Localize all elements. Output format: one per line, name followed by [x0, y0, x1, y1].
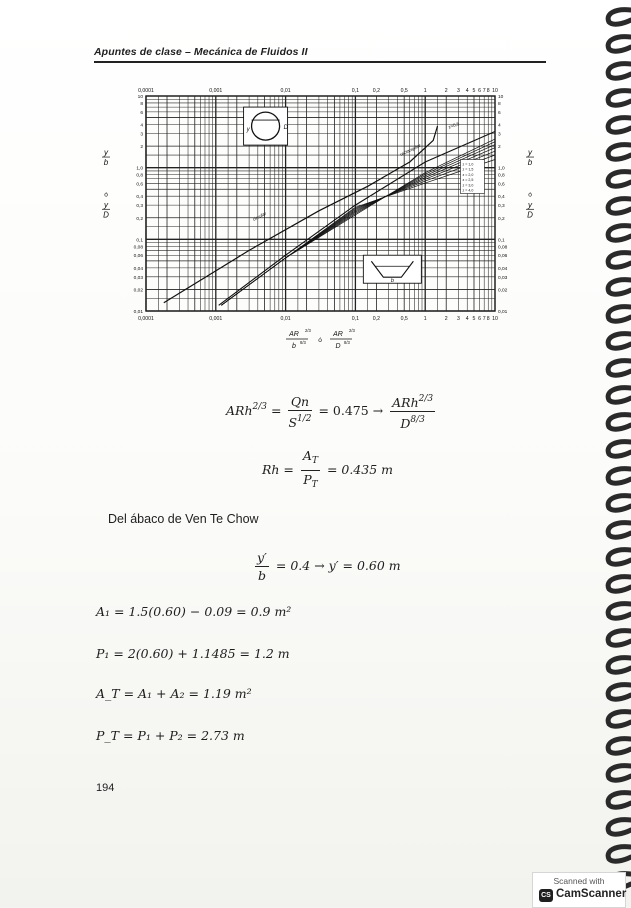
- binding-ring: [608, 442, 631, 457]
- spiral-binding: [595, 0, 631, 907]
- binding-ring: [608, 847, 631, 862]
- binding-ring: [608, 604, 631, 619]
- left-tick-label: 0,6: [136, 182, 143, 188]
- top-tick-label: 0,1: [351, 88, 360, 94]
- bottom-tick-label: 0,0001: [138, 316, 154, 322]
- right-tick-label: 0,1: [498, 238, 505, 244]
- badge-brand-text: CamScanner: [556, 888, 627, 900]
- x-label-num-sup: 2/3: [305, 328, 311, 333]
- binding-ring: [608, 226, 631, 241]
- x-label-den: D: [335, 343, 341, 350]
- bottom-tick-label: 0,01: [280, 316, 291, 322]
- top-tick-label: 1: [423, 88, 427, 94]
- badge-scanned-text: Scanned with: [553, 876, 605, 886]
- axis-label-y: y: [528, 148, 532, 158]
- inset-circular: [244, 107, 288, 145]
- binding-ring: [608, 307, 631, 322]
- bottom-tick-label: 0,001: [209, 316, 223, 322]
- bottom-tick-label: 0,1: [351, 316, 360, 322]
- top-tick-label: 8: [486, 88, 490, 94]
- top-tick-label: 2: [444, 88, 448, 94]
- right-tick-label: 0,2: [498, 216, 505, 222]
- plot-frame: [146, 96, 495, 311]
- x-label-den-sup: 8/3: [344, 340, 350, 345]
- z-legend-label: z = 2,0: [462, 172, 474, 177]
- bottom-tick-label: 0,2: [372, 316, 381, 322]
- x-label-num: AR: [289, 331, 299, 338]
- binding-ring: [608, 712, 631, 727]
- binding-ring: [608, 37, 631, 52]
- top-tick-label: 0,01: [280, 88, 291, 94]
- binding-ring: [608, 361, 631, 376]
- left-tick-label: 6: [140, 110, 143, 116]
- bottom-tick-label: 1: [423, 316, 427, 322]
- binding-ring: [608, 172, 631, 187]
- top-tick-label: 10: [492, 88, 498, 94]
- equation-at: A_T = A₁ + A₂ = 1.19 m²: [96, 686, 252, 701]
- equation-yb: $\frac{y'}{b}$ = 0.4 → y′ = 0.60 m: [257, 550, 401, 583]
- left-tick-label: 0,3: [136, 204, 143, 210]
- binding-ring: [608, 118, 631, 133]
- left-tick-label: 10: [137, 95, 143, 100]
- binding-ring: [608, 388, 631, 403]
- bottom-tick-label: 3: [457, 316, 460, 322]
- equation-pt: P_T = P₁ + P₂ = 2.73 m: [96, 728, 245, 743]
- inset-label-b: b: [390, 278, 394, 285]
- left-tick-label: 8: [140, 101, 143, 107]
- binding-ring: [608, 145, 631, 160]
- label-rectangular: rectangular: [399, 142, 422, 158]
- left-tick-label: 4: [140, 123, 143, 129]
- binding-ring: [608, 766, 631, 781]
- camscanner-logo-icon: CS: [539, 889, 553, 902]
- x-label-den-sup: 8/3: [300, 340, 306, 345]
- right-tick-label: 0,4: [498, 195, 505, 201]
- bottom-tick-label: 7: [482, 316, 486, 322]
- right-tick-label: 10: [498, 95, 504, 100]
- top-tick-label: 0,001: [209, 88, 223, 94]
- binding-ring: [608, 280, 631, 295]
- left-tick-label: 2: [140, 145, 143, 151]
- binding-ring: [608, 64, 631, 79]
- binding-ring: [608, 739, 631, 754]
- right-tick-label: 0,06: [498, 254, 508, 260]
- axis-label-y2: y: [104, 200, 108, 210]
- right-tick-label: 0,01: [498, 310, 508, 315]
- right-tick-label: 4: [498, 123, 501, 129]
- right-axis-label: [526, 148, 534, 219]
- left-tick-label: 3: [140, 132, 143, 138]
- x-axis-label: [286, 328, 355, 350]
- axis-label-D: D: [103, 210, 109, 220]
- binding-ring: [608, 199, 631, 214]
- binding-ring: [608, 496, 631, 511]
- top-tick-label: 0,5: [400, 88, 408, 94]
- right-tick-label: 1,0: [498, 166, 505, 172]
- z-legend-label: z = 4,0: [462, 188, 474, 193]
- binding-ring: [608, 820, 631, 835]
- top-tick-label: 6: [478, 88, 481, 94]
- bottom-tick-label: 6: [478, 316, 481, 322]
- top-tick-label: 7: [482, 88, 486, 94]
- chow-text: Del ábaco de Ven Te Chow: [108, 512, 259, 526]
- axis-label-b: b: [527, 158, 533, 168]
- top-tick-label: 4: [465, 88, 469, 94]
- top-tick-label: 0,0001: [138, 88, 154, 94]
- binding-ring: [608, 253, 631, 268]
- binding-ring: [608, 415, 631, 430]
- z-legend-label: z = 2,5: [462, 178, 474, 183]
- left-tick-label: 0,06: [133, 254, 143, 260]
- left-axis-label: [102, 148, 110, 219]
- binding-ring: [608, 550, 631, 565]
- binding-ring: [608, 793, 631, 808]
- left-tick-label: 0,01: [133, 310, 143, 315]
- axis-label-o: ó: [104, 191, 108, 199]
- x-label-den: b: [292, 343, 296, 350]
- axis-label-D: D: [527, 210, 533, 220]
- bottom-tick-label: 0,5: [400, 316, 408, 322]
- bottom-tick-label: 5: [472, 316, 476, 322]
- equation-a1: A₁ = 1.5(0.60) − 0.09 = 0.9 m²: [96, 604, 292, 619]
- binding-ring: [608, 685, 631, 700]
- top-tick-label: 0,2: [372, 88, 381, 94]
- right-tick-label: 0,6: [498, 182, 505, 188]
- right-tick-label: 0,3: [498, 204, 505, 210]
- right-tick-label: 0,8: [498, 173, 505, 179]
- binding-ring: [608, 469, 631, 484]
- top-tick-label: 3: [457, 88, 460, 94]
- right-tick-label: 3: [498, 132, 501, 138]
- bottom-tick-label: 8: [486, 316, 490, 322]
- header-rule: [94, 61, 546, 63]
- binding-ring: [608, 10, 631, 25]
- left-tick-label: 1,0: [136, 166, 143, 172]
- z-legend-label: z = 1,0: [462, 162, 474, 167]
- binding-ring: [608, 91, 631, 106]
- label-circular: circular: [251, 210, 268, 222]
- chart-grid: [146, 96, 495, 311]
- right-tick-label: 8: [498, 101, 501, 107]
- top-tick-label: 5: [472, 88, 476, 94]
- left-tick-label: 0,04: [133, 266, 143, 272]
- bottom-tick-label: 2: [444, 316, 448, 322]
- binding-ring: [608, 334, 631, 349]
- inset-label-D: D: [283, 125, 288, 132]
- right-tick-label: 0,04: [498, 266, 508, 272]
- camscanner-badge: [532, 872, 626, 908]
- axis-label-o: ó: [528, 191, 532, 199]
- axis-label-y2: y: [528, 200, 532, 210]
- left-tick-label: 0,02: [133, 288, 143, 294]
- x-label-num: AR: [333, 331, 343, 338]
- page-header: Apuntes de clase – Mecánica de Fluidos II: [94, 46, 308, 58]
- right-tick-label: 6: [498, 110, 501, 116]
- bottom-tick-label: 4: [465, 316, 469, 322]
- axis-label-y: y: [104, 148, 108, 158]
- x-label-o: ó: [318, 337, 322, 344]
- binding-ring: [608, 631, 631, 646]
- binding-ring: [608, 658, 631, 673]
- binding-ring: [608, 523, 631, 538]
- left-tick-label: 0,08: [133, 245, 143, 251]
- left-tick-label: 0,03: [133, 275, 143, 281]
- label-z05: z=0,5: [447, 121, 460, 130]
- right-tick-label: 0,03: [498, 275, 508, 281]
- left-tick-label: 0,2: [136, 216, 143, 222]
- inset-label-y: y: [246, 127, 250, 134]
- left-tick-label: 0,1: [136, 238, 143, 244]
- ven-te-chow-chart: [88, 78, 548, 368]
- axis-label-b: b: [103, 158, 109, 168]
- x-label-num-sup: 2/3: [349, 328, 355, 333]
- equation-p1: P₁ = 2(0.60) + 1.1485 = 1.2 m: [96, 646, 290, 661]
- z-legend-label: z = 3,0: [462, 183, 474, 188]
- binding-ring: [608, 577, 631, 592]
- equation-rh: Rh = $\frac{A_T}{P_T}$ = 0.435 m: [262, 448, 393, 490]
- left-tick-label: 0,4: [136, 195, 143, 201]
- z-legend-label: z = 1,5: [462, 167, 474, 172]
- right-tick-label: 0,08: [498, 245, 508, 251]
- right-tick-label: 0,02: [498, 288, 508, 294]
- right-tick-label: 2: [498, 145, 501, 151]
- page-number: 194: [96, 782, 115, 794]
- left-tick-label: 0,8: [136, 173, 143, 179]
- bottom-tick-label: 10: [492, 316, 498, 322]
- equation-arh: ARh$^{2/3}$ = $\frac{Qn}{S^{1/2}}$ = 0.475 → $\frac{ARh^{2/3}}{D^{8/3}}$: [226, 393, 434, 431]
